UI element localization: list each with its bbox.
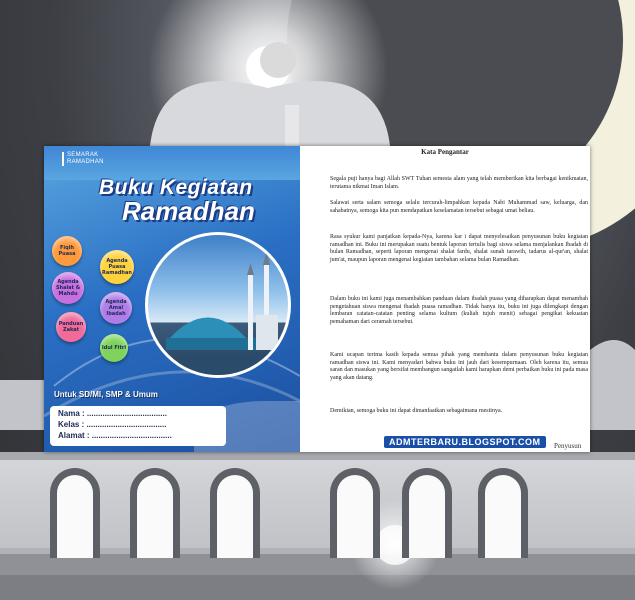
mosque-dome [150, 81, 390, 146]
paragraph: Kami ucapan terima kasih kepada semua pihak yang membantu dalam penyusunan buku kegiatan ramadhan siswa ini. Kami menyadari bahwa buku ini jauh dari kesempurnaan. Oleh karena itu, semua saran dan masukan yang bersifat membangun sangatlah kami harapkan demi perbaikan buku ini pada masa yang akan datang. [330, 352, 588, 381]
field-label-nama: Nama : [58, 409, 85, 418]
topic-bubble-idul-fitri [100, 334, 128, 362]
paragraph: Dalam buku ini kami juga menambahkan panduan dalam ibadah puasa yang diharapkan dapat menambah pengetahuan siswa mengenai ibadah puasa ramadhan. Tidak hanya itu, buku ini juga dilengkapi dengan lembaran catatan-catatan penting selama kultum (kuliah tujuh menit) sebagai pengikat kekuatan pemahaman dari ceramah tersebut. [330, 296, 588, 325]
field-alamat: Alamat : .................................... [58, 431, 172, 440]
paragraph: Salawat serta salam semoga selalu tercurah-limpahkan kepada Nabi Muhammad saw, keluarga, dan sahabatnya, semoga kita pun mendapatkan keselamatan tersebut sebagai umat beliau. [330, 200, 588, 214]
bubble-label: Idul Fitri [101, 345, 127, 351]
minaret [285, 105, 299, 150]
arched-window [402, 468, 452, 558]
arched-window [330, 468, 380, 558]
bubble-label: Panduan Zakat [58, 321, 84, 333]
topic-bubble-fiqih [52, 236, 82, 266]
bubble-label: Agenda Amal Ibadah [105, 299, 127, 317]
field-nama: Nama : .................................... [58, 409, 167, 418]
topic-bubble-agenda-puasa [100, 250, 134, 284]
book-spread [44, 146, 590, 452]
bubble-label: Fiqih Puasa [58, 245, 76, 257]
topic-bubble-zakat [56, 312, 86, 342]
arched-window [478, 468, 528, 558]
blog-watermark: ADMTERBARU.BLOGSPOT.COM [384, 436, 546, 448]
book-cover [44, 146, 300, 452]
arched-window [130, 468, 180, 558]
foreword-page [300, 146, 590, 452]
paragraph: Segala puji hanya bagi Allah SWT Tuhan semesta alam yang telah memberikan kita berbagai kenikmatan, terutama nikmat Iman Islam. [330, 176, 588, 190]
signature-label: Penyusun [554, 442, 582, 450]
paragraph: Demikian, semoga buku ini dapat dimanfaatkan sebagaimana mestinya. [330, 408, 503, 414]
identity-box [50, 406, 226, 446]
cover-subtitle: Untuk SD/MI, SMP & Umum [54, 390, 158, 399]
wall-ledge [0, 452, 635, 460]
tag-line-2: RAMADHAN [67, 159, 104, 165]
paragraph: Rasa syukur kami panjatkan kepada-Nya, karena kar i dapat menyelesaikan penyusunan buku kegiatan ramadhan ini. Buku ini merupakan suatu bentuk laporan tertulis bagi siswa selama menjalankan Ibadah di bulan Ramadhan, seperti laporan mengenai shalat fardu, shalat sunah tarawih, tadarus al-qur'an, shalat jum'at, maupun laporan mengenai kegiatan tambahan selama bulan Ramadhan. [330, 234, 588, 263]
tag-line-1: SEMARAK [67, 152, 99, 158]
left-roof [0, 380, 44, 430]
cover-title-line-2: Ramadhan [122, 196, 255, 226]
field-label-kelas: Kelas : [58, 420, 85, 429]
right-roof [590, 340, 635, 430]
mosque-photo [145, 232, 291, 378]
bubble-label: Agenda Shalat & Mahdu [55, 279, 81, 297]
floor-step-2 [0, 575, 635, 600]
topic-bubble-agenda-shalat [52, 272, 84, 304]
cover-title-line-1: Buku Kegiatan [99, 176, 253, 199]
field-label-alamat: Alamat : [58, 431, 90, 440]
page-title: Kata Pengantar [421, 148, 469, 156]
arched-window [50, 468, 100, 558]
field-kelas: Kelas : .................................... [58, 420, 167, 429]
arched-window [210, 468, 260, 558]
topic-bubble-amal [100, 292, 132, 324]
mosque-illustration [148, 235, 288, 375]
bubble-label: Agenda Puasa Ramadhan [102, 258, 132, 276]
